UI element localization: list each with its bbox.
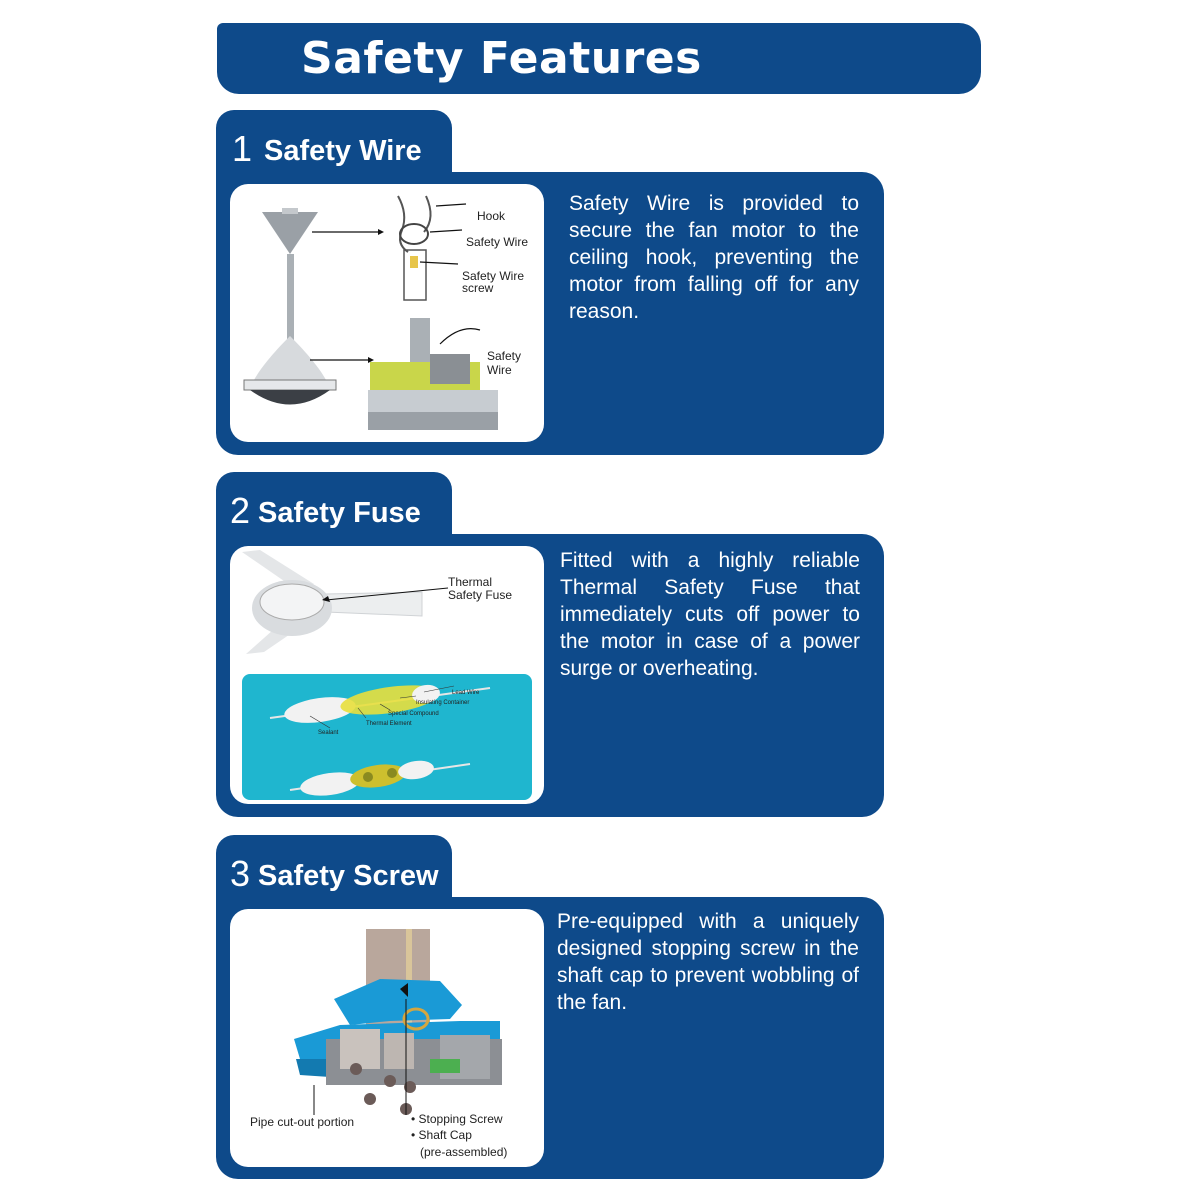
label-thermal: Thermal bbox=[448, 575, 493, 589]
section-number: 1 bbox=[232, 128, 253, 169]
label-safety-wire-lower-2: Wire bbox=[487, 363, 512, 377]
label-insulating-container: Insulating Container bbox=[416, 700, 470, 706]
section-description: Pre-equipped with a uniquely designed stopping screw in the shaft cap to prevent wobbling of the fan. bbox=[557, 910, 859, 1014]
label-shaft-cap: • Shaft Cap bbox=[411, 1128, 472, 1142]
safety-fuse-illustration bbox=[230, 546, 544, 804]
section-description: Fitted with a highly reliable Thermal Safety Fuse that immediately cuts off power to the motor in case of a power surge or overheating. bbox=[560, 549, 860, 680]
section-title: Safety Screw bbox=[258, 860, 439, 892]
header-banner bbox=[217, 23, 981, 94]
fan-fuse-drawing bbox=[230, 546, 544, 804]
label-sealant: Sealant bbox=[318, 730, 339, 736]
section-safety-screw bbox=[216, 835, 884, 1180]
section-body bbox=[216, 897, 884, 1179]
label-safety-wire-lower-1: Safety bbox=[487, 349, 522, 363]
label-thermal-element: Thermal Element bbox=[366, 721, 412, 727]
section-body bbox=[216, 534, 884, 817]
section-description: Safety Wire is provided to secure the fan motor to the ceiling hook, preventing the motor from falling off for any reason. bbox=[569, 192, 859, 323]
label-thermal-safety-fuse: Safety Fuse bbox=[448, 588, 513, 602]
section-safety-fuse bbox=[216, 472, 884, 817]
page-title: Safety Features bbox=[301, 33, 702, 84]
label-pipe-cutout: Pipe cut-out portion bbox=[250, 1115, 355, 1129]
section-body bbox=[216, 172, 884, 455]
section-title: Safety Wire bbox=[264, 135, 422, 167]
section-safety-wire bbox=[216, 110, 884, 455]
label-special-compound: Special Compound bbox=[388, 711, 439, 717]
safety-wire-illustration bbox=[230, 184, 544, 442]
label-preassembled: (pre-assembled) bbox=[420, 1145, 508, 1159]
label-hook: Hook bbox=[477, 209, 506, 223]
label-safety-wire-screw-2: screw bbox=[462, 281, 494, 295]
label-stopping-screw: • Stopping Screw bbox=[411, 1112, 503, 1126]
section-number: 3 bbox=[230, 853, 251, 894]
section-title: Safety Fuse bbox=[258, 497, 421, 529]
safety-screw-illustration bbox=[230, 909, 544, 1167]
section-number: 2 bbox=[230, 490, 251, 531]
label-lead-wire: Lead Wire bbox=[452, 690, 480, 696]
label-safety-wire-screw-1: Safety Wire bbox=[462, 269, 525, 283]
label-safety-wire: Safety Wire bbox=[466, 235, 529, 249]
